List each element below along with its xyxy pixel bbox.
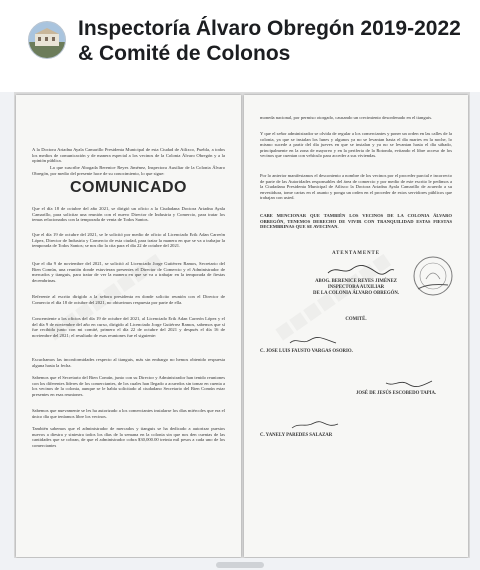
building-photo-icon (29, 22, 65, 58)
paragraph: Por lo anterior manifestamos el descontento a nombre de los vecinos por el proceder parcial e incorrecto de parte de las Autoridades responsables del área de comercio y por medio de este escrito le pedimos a la Ciudadana Presidenta Municipal de Atlixco la Doctora Ariadna Ayala Camarillo de acuerdo a su envestidura, tome cartas en el asunto y ponga un orden en el proceder de estos servidores públicos que trabajan con usted. (260, 173, 452, 201)
post-title: Inspectoría Álvaro Obregón 2019-2022 & Comité de Colonos (78, 17, 461, 65)
image-pager-indicator[interactable] (216, 562, 264, 568)
paragraph: También sabemos que el administrador de mercados y tianguis se ha dedicado a autorizar puestos nuevos a diestra y siniestra todos los días de la semana en la colonia sin que nos den cuentas de las cantidades que se cobran, de que el administrador cobra $30,000.00 treinta mil pesos a cada uno de los comerciantes (32, 426, 225, 448)
signature-icon (326, 263, 396, 277)
post-header (0, 0, 480, 92)
paragraph: Que el día 19 de octubre del 2021, se le solicitó por medio de oficio al Licenciado Erik Adan Carreón López, Director de Industria y Comercio de esta ciudad, para tratar la manera en que se va a trabajar la temporada de Todos Santos; se nos dio la cita para el día 22 de octubre del 2021. (32, 232, 225, 249)
committee-member: C. JOSE LUIS FAUSTO VARGAS OSORIO. (260, 349, 353, 354)
page-avatar[interactable] (28, 21, 66, 59)
signer-title: INSPECTORA AUXILIAR (327, 285, 385, 290)
signature-icon (288, 335, 338, 347)
paragraph: Que el día 18 de octubre del año 2021, se dirigió un oficio a la Ciudadana Doctora Ariadna Ayala Camarillo, para solicitar una reunión con el nuevo Director de Industria y Comercio, para tratar los temas relacionados con la temporada de venta de Todos Santos. (32, 206, 225, 223)
document-page-left (16, 95, 241, 557)
paragraph: Y que el señor administrador se olvida de regular a los comerciantes y poner un orden en las calles de la colonia, ya que se instalan los lunes y algunos ya no se levantan hasta el día martes en la noche, lo mismo sucede a partir del día jueves en que se instalan y ya no se levantan hasta el día sábado, principalmente en la zona de mayoreo y en la periferia de la Rotonda, evitando el libre acceso de los vecinos que cuentan con vehículo para acceder a sus viviendas. (260, 131, 452, 159)
paragraph: Sabemos que el Secretario del Bien Común, junto con su Director y Administrador han tenido reuniones con los diferentes líderes de los comerciantes, de los cuales han llegado a acuerdos sin tomar en cuenta a los vecinos de la colonia, aunque se le había solicitado al ciudadano Secretario del Bien Común estar presentes en esas reuniones. (32, 375, 225, 397)
committee-member: JOSÉ DE JESÚS ESCOBEDO TAPIA. (356, 391, 437, 396)
paragraph: moneda nacional, por permiso otorgado, causando un crecimiento desordenado en el tianguis. (260, 115, 433, 120)
paragraph: Que el día 9 de noviembre del 2021, se solicitó al Licenciado Jorge Gutiérrez Ramos, Secretario del Bien Común, una reunión donde estuvieran presentes el Director de Comercio y el Administrador de mercados y tianguis, para tratar de ver la manera en que se va a trabajar en la temporada de fiestas decembrinas. (32, 261, 225, 283)
signature-icon (384, 377, 434, 389)
document-page-right (244, 95, 468, 557)
intro-paragraph: A la Doctora Ariadna Ayala Camarillo Presidenta Municipal de esta Ciudad de Atlixco, Puebla, a todos los medios de comunicación y de manera especial a los vecinos de la Colonia Álvaro Obregón y a la opinión pública. (32, 147, 225, 164)
intro-paragraph-2: La que suscribe Abogada Berenice Reyes Jiménez, Inspectora Auxiliar de la Colonia Álvaro Obregón, por medio del presente hace de su conocimiento, lo que sigue: (32, 165, 225, 176)
paragraph: Referente al escrito dirigido a la señora presidenta en donde solicito reunión con el Director de Comercio el día 18 de octubre del 2021, no obtuvimos respuesta por parte de ella. (32, 294, 225, 305)
signature-icon (290, 419, 340, 431)
paragraph: Escuchamos las inconformidades respecto al tianguis, más sin embargo no hemos obtenido respuesta alguna hasta la fecha. (32, 357, 225, 368)
committee-label: COMITÉ. (345, 317, 367, 322)
signer-name: ABOG. BERENICE REYES JIMÉNEZ (315, 279, 397, 284)
paragraph-emphasis: CABE MENCIONAR QUE TAMBIÉN LOS VECINOS DE LA COLONIA ÁLVARO OBREGÓN, TENEMOS DERECHO DE VIVIR CON TRANQUILIDAD ESTAS FIESTAS DECEMBRINAS QUE SE AVECINAN. (260, 213, 452, 230)
paragraph: Sabemos que nuevamente se les ha autorizado a los comerciantes instalarse los días miércoles que era el único día que teníamos libre los vecinos. (32, 408, 225, 419)
closing-text: ATENTAMENTE (332, 251, 380, 256)
signer-colonia: DE LA COLONIA ÁLVARO OBREGÓN. (313, 291, 399, 296)
committee-member: C. YANELY PAREDES SALAZAR (260, 433, 333, 438)
document-heading: COMUNICADO (70, 179, 187, 196)
paragraph: Concerniente a los oficios del día 19 de octubre del 2021, al Licenciado Erik Adan Carreón López y el del día 9 de noviembre del año en curso, dirigido al Licenciado Jorge Gutiérrez Ramos, sabemos que sí fue recibida junto con mi comité, primero el día 22 de octubre del 2021 y después el día 16 de noviembre del 2021; el resultado de esas reuniones fue el siguiente: (32, 316, 225, 338)
document-image[interactable] (14, 92, 470, 558)
